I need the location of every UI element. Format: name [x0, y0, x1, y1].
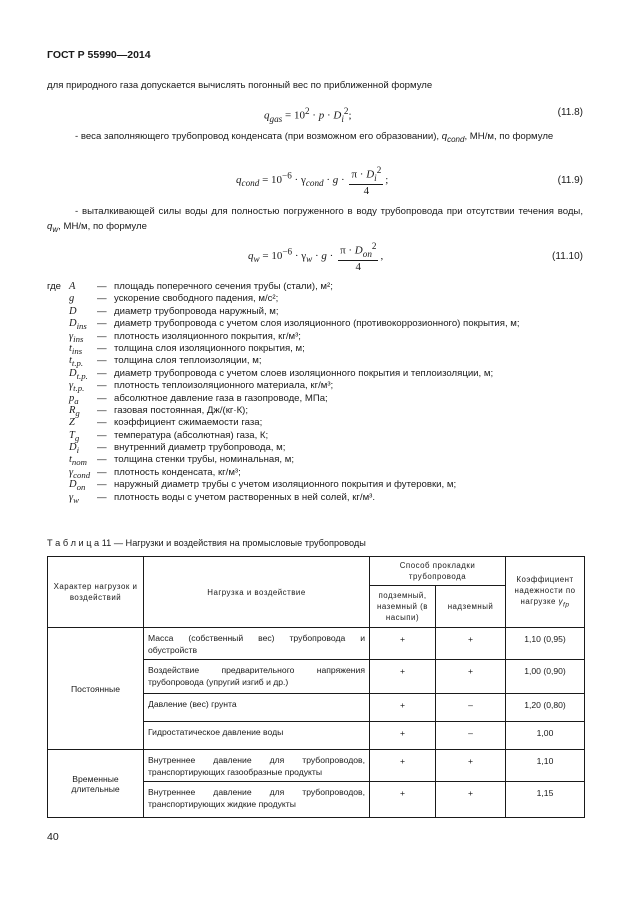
definition-text: плотность воды с учетом растворенных в ней солей, кг/м³.: [114, 491, 376, 503]
definition-dash: —: [97, 281, 107, 292]
definition-text: толщина слоя теплоизоляции, м;: [114, 355, 262, 367]
cell-underground: +: [370, 722, 436, 750]
definition-symbol: $\gamma_{cond}$: [69, 466, 91, 480]
definition-symbol: Z: [69, 417, 75, 429]
definition-dash: —: [97, 318, 107, 330]
definition-dash: —: [97, 404, 107, 416]
formula-11-10-body: $q_w = 10^{-6} \cdot \gamma_w \cdot g$ · $\frac{\pi \cdot D_{on}^2}{4}$ ,: [248, 241, 384, 273]
symbol-q: q: [47, 221, 53, 232]
formula-11-9-body: $q_{cond} = 10^{-6} \cdot \gamma_{cond} \cdot g$ · $\frac{\pi \cdot D_i^2}{4}$ ;: [236, 165, 389, 197]
group-permanent: Постоянные: [48, 628, 144, 750]
definition-row: [47, 393, 587, 405]
paragraph-natural-gas: для природного газа допускается вычислять погонный вес по приближенной формуле: [47, 80, 433, 91]
definition-dash: —: [97, 417, 107, 429]
cell-coefficient: 1,15: [506, 782, 585, 818]
coef-symbol: γ: [558, 596, 564, 606]
definition-symbol: $\gamma_{ins}$: [69, 330, 84, 344]
definition-symbol: $D_{ins}$: [69, 318, 87, 332]
definition-row: [47, 405, 587, 417]
definition-text: площадь поперечного сечения трубы (стали), м²;: [114, 281, 333, 292]
cell-load: Гидростатическое давление воды: [144, 722, 370, 750]
cell-load: Внутреннее давление для трубопроводов, транспортирующих газообразные продукты: [144, 750, 370, 782]
definition-symbol: $\gamma_{t.p.}$: [69, 380, 85, 394]
definition-row: [47, 355, 587, 367]
definition-row: [47, 454, 587, 466]
cell-aboveground: +: [436, 782, 506, 818]
paragraph-buoyancy-text-b: , МН/м, по формуле: [58, 221, 147, 232]
definition-text: коэффициент сжимаемости газа;: [114, 417, 263, 429]
cell-aboveground: +: [436, 750, 506, 782]
paragraph-condensate: [47, 129, 583, 147]
definition-text: плотность изоляционного покрытия, кг/м³;: [114, 330, 301, 342]
definition-text: газовая постоянная, Дж/(кг·К);: [114, 404, 249, 416]
header-method: Способ прокладки трубопровода: [370, 557, 506, 586]
group-temporary-long: Временные длительные: [48, 750, 144, 818]
definition-dash: —: [97, 305, 107, 317]
formula-11-8-body: $q_{gas} = 10^2 \cdot p \cdot D_i^2$;: [264, 106, 352, 124]
definition-dash: —: [97, 491, 107, 503]
formula-number: (11.9): [557, 175, 583, 186]
definition-text: диаметр трубопровода с учетом слоя изоляционного (противокоррозионного) покрытия, м;: [114, 318, 520, 330]
loads-table: [47, 556, 585, 818]
definition-dash: —: [97, 293, 107, 305]
definition-text: ускорение свободного падения, м/с²;: [114, 293, 279, 305]
definition-row: [47, 479, 587, 491]
definition-text: плотность теплоизоляционного материала, кг/м³;: [114, 380, 334, 392]
definition-dash: —: [97, 330, 107, 342]
header-aboveground: надземный: [436, 586, 506, 628]
definition-dash: —: [97, 355, 107, 367]
symbol-q-sub: w: [52, 224, 59, 234]
definition-symbol: D: [69, 305, 77, 317]
cell-coefficient: 1,00: [506, 722, 585, 750]
header-coefficient-text: Коэффициент надежности по нагрузке: [514, 574, 576, 606]
table-caption-prefix: Т а б л и ц а: [47, 538, 100, 548]
cell-underground: +: [370, 694, 436, 722]
formula-11-9: [0, 164, 630, 198]
definitions-intro: где: [47, 281, 62, 292]
definition-dash: —: [97, 454, 107, 466]
definition-symbol: $T_g$: [69, 429, 80, 443]
definition-dash: —: [97, 429, 107, 441]
definition-row: [47, 467, 587, 479]
table-row: [48, 750, 585, 782]
definition-text: толщина стенки трубы, номинальная, м;: [114, 454, 294, 466]
definition-symbol: g: [69, 293, 75, 305]
cell-aboveground: +: [436, 628, 506, 660]
definition-dash: —: [97, 380, 107, 392]
cell-aboveground: –: [436, 694, 506, 722]
coef-symbol-sub: fp: [563, 601, 570, 609]
definition-row: [47, 281, 587, 293]
definition-symbol: $t_{t.p.}$: [69, 355, 84, 369]
document-code: ГОСТ Р 55990—2014: [47, 49, 151, 61]
definition-symbol: $D_{on}$: [69, 479, 86, 493]
cell-load: Масса (собственный вес) трубопровода и обустройств: [144, 628, 370, 660]
cell-load: Давление (вес) грунта: [144, 694, 370, 722]
definition-row: [47, 492, 587, 504]
cell-coefficient: 1,20 (0,80): [506, 694, 585, 722]
definition-dash: —: [97, 442, 107, 454]
cell-underground: +: [370, 660, 436, 694]
definition-row: [47, 442, 587, 454]
formula-number: (11.10): [552, 251, 583, 262]
definition-text: плотность конденсата, кг/м³;: [114, 466, 241, 478]
definition-row: [47, 417, 587, 429]
cell-load: Воздействие предварительного напряжения трубопровода (упругий изгиб и др.): [144, 660, 370, 694]
definition-symbol: $R_g$: [69, 404, 80, 418]
paragraph-condensate-text-a: - веса заполняющего трубопровод конденсата (при возможном его образовании),: [75, 131, 442, 142]
definition-symbol: $D_i$: [69, 442, 80, 456]
definition-dash: —: [97, 479, 107, 491]
definition-row: [47, 343, 587, 355]
cell-coefficient: 1,00 (0,90): [506, 660, 585, 694]
cell-underground: +: [370, 628, 436, 660]
cell-aboveground: –: [436, 722, 506, 750]
definition-text: толщина слоя изоляционного покрытия, м;: [114, 342, 305, 354]
paragraph-condensate-text-b: , МН/м, по формуле: [464, 131, 554, 142]
cell-underground: +: [370, 750, 436, 782]
formula-number: (11.8): [557, 107, 583, 118]
definition-symbol: A: [69, 281, 76, 292]
table-row: [48, 628, 585, 660]
definition-text: внутренний диаметр трубопровода, м;: [114, 442, 286, 454]
definition-row: [47, 293, 587, 305]
page-number: 40: [47, 831, 59, 843]
cell-coefficient: 1,10: [506, 750, 585, 782]
table-caption: [47, 538, 366, 548]
header-coefficient: [506, 557, 585, 628]
definition-text: температура (абсолютная) газа, К;: [114, 429, 269, 441]
paragraph-buoyancy: [47, 204, 583, 237]
definition-text: диаметр трубопровода с учетом слоев изоляционного покрытия и теплоизоляции, м;: [114, 367, 494, 379]
header-load: Нагрузка и воздействие: [144, 557, 370, 628]
header-character: Характер нагрузок и воздействий: [48, 557, 144, 628]
definition-row: [47, 331, 587, 343]
header-underground: подземный, наземный (в насыпи): [370, 586, 436, 628]
table-header-row: [48, 557, 585, 586]
cell-underground: +: [370, 782, 436, 818]
definition-row: [47, 306, 587, 318]
definition-row: [47, 430, 587, 442]
cell-coefficient: 1,10 (0,95): [506, 628, 585, 660]
definition-text: абсолютное давление газа в газопроводе, МПа;: [114, 392, 328, 404]
symbol-q-sub: cond: [447, 134, 465, 144]
definition-symbol: $t_{nom}$: [69, 454, 87, 468]
table-caption-title: 11 — Нагрузки и воздействия на промысловые трубопроводы: [99, 538, 366, 548]
cell-aboveground: +: [436, 660, 506, 694]
definition-symbol: $p_a$: [69, 392, 79, 406]
definition-symbol: $t_{ins}$: [69, 342, 83, 357]
definition-row: [47, 318, 587, 330]
symbol-q: q: [441, 131, 448, 142]
formula-11-8: [0, 104, 630, 124]
definition-text: наружный диаметр трубы с учетом изоляционного покрытия и футеровки, м;: [114, 479, 457, 491]
definitions-list: [47, 281, 587, 504]
paragraph-buoyancy-text-a: - выталкивающей силы воды для полностью погруженного в воду трубопровода при отсутствии течения воды,: [75, 206, 583, 217]
definition-dash: —: [97, 392, 107, 404]
definition-symbol: $\gamma_w$: [69, 491, 79, 505]
definition-dash: —: [97, 466, 107, 478]
definition-text: диаметр трубопровода наружный, м;: [114, 305, 279, 317]
definition-row: [47, 368, 587, 380]
definition-dash: —: [97, 342, 107, 354]
definition-symbol: $D_{t.p.}$: [69, 367, 88, 381]
cell-load: Внутреннее давление для трубопроводов, транспортирующих жидкие продукты: [144, 782, 370, 818]
definition-dash: —: [97, 367, 107, 379]
formula-11-10: [0, 240, 630, 274]
definition-row: [47, 380, 587, 392]
